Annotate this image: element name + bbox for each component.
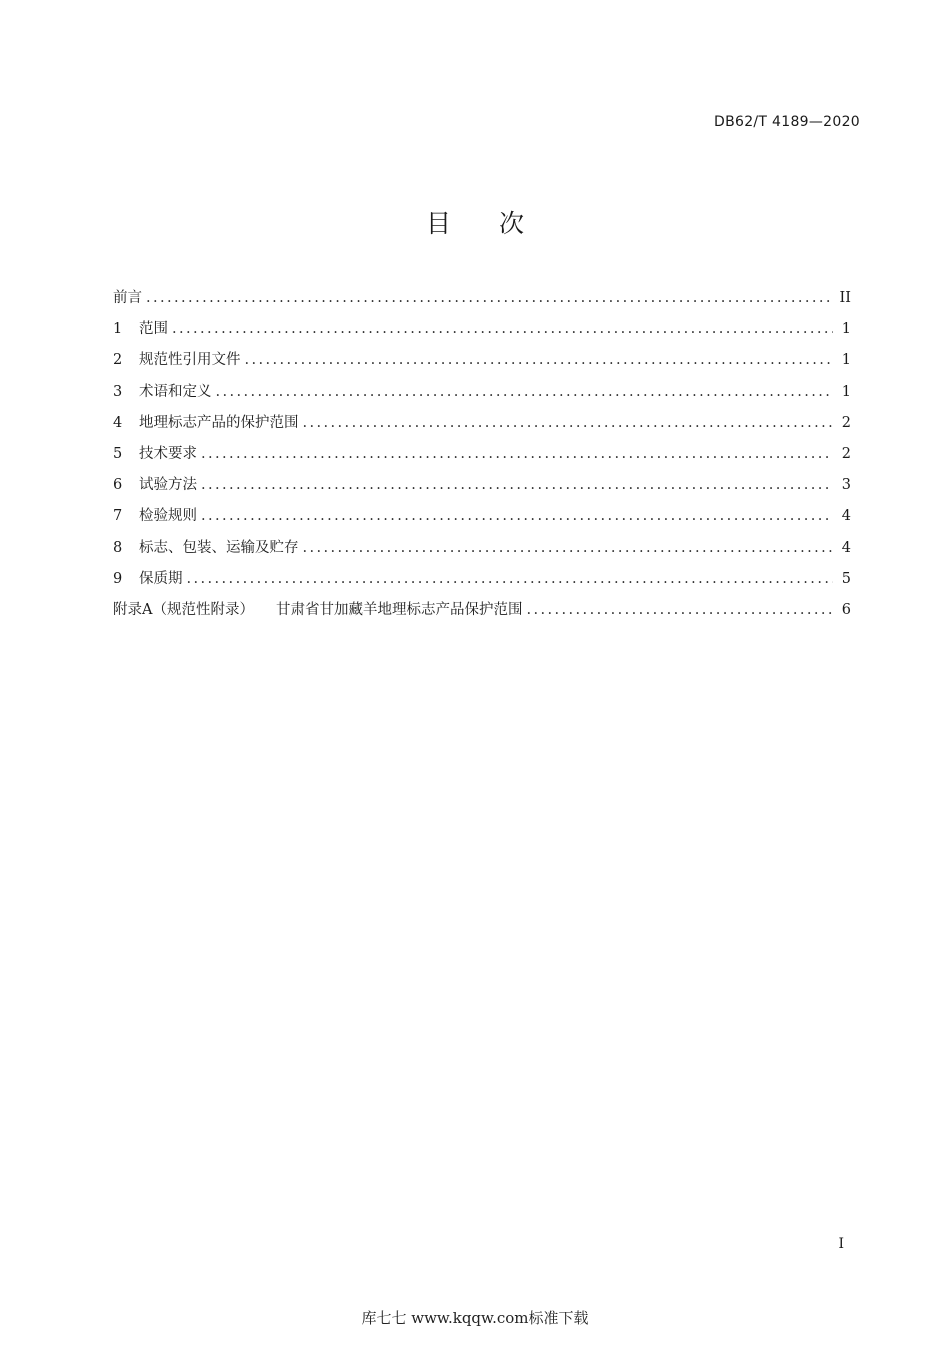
toc-entry-number: 2 [113, 352, 123, 369]
toc-leader-dots [187, 571, 834, 587]
toc-entry-number: 7 [113, 508, 123, 525]
toc-entry-page: 2 [841, 445, 851, 462]
toc-entry-number: 1 [113, 321, 123, 338]
toc-entry-4[interactable] [113, 411, 851, 442]
toc-leader-dots [303, 540, 834, 556]
toc-entry-page: II [839, 290, 851, 306]
toc-entry-foreword[interactable] [113, 286, 851, 317]
toc-entry-page: 1 [841, 352, 851, 369]
toc-entry-5[interactable] [113, 442, 851, 473]
toc-entry-1[interactable] [113, 317, 851, 348]
page-number: I [838, 1236, 844, 1252]
toc-entry-page: 4 [841, 508, 851, 525]
toc-entry-label: 前言 [113, 290, 142, 306]
toc-entry-6[interactable] [113, 473, 851, 504]
toc-entry-number: 3 [113, 383, 123, 400]
toc-leader-dots [146, 290, 833, 306]
toc-leader-dots [172, 321, 833, 337]
toc-entry-page: 2 [841, 414, 851, 431]
toc-entry-page: 1 [841, 383, 851, 400]
toc-entry-8[interactable] [113, 536, 851, 567]
toc-entry-7[interactable] [113, 504, 851, 535]
toc-entry-3[interactable] [113, 380, 851, 411]
toc-entry-label: 规范性引用文件 [139, 352, 241, 369]
toc-entry-2[interactable] [113, 348, 851, 379]
toc-entry-label: 标志、包装、运输及贮存 [139, 539, 299, 556]
toc-entry-number: 9 [113, 570, 123, 587]
toc-entry-label: 技术要求 [139, 445, 197, 462]
toc-entry-9[interactable] [113, 567, 851, 598]
page-title: 目次 [425, 209, 572, 238]
toc-leader-dots [201, 446, 833, 462]
toc-leader-dots [526, 602, 833, 618]
toc-entry-page: 3 [841, 477, 851, 494]
toc-entry-number: 5 [113, 445, 123, 462]
watermark-text: 库七七 www.kqqw.com标准下载 [361, 1309, 589, 1327]
table-of-contents [113, 286, 851, 629]
toc-entry-page: 1 [841, 321, 851, 338]
toc-entry-subtitle: 甘肃省甘加藏羊地理标志产品保护范围 [275, 601, 523, 618]
toc-leader-dots [201, 477, 833, 493]
toc-entry-number: 6 [113, 477, 123, 494]
toc-entry-number: 8 [113, 539, 123, 556]
toc-entry-label: 附录A（规范性附录） [113, 601, 254, 618]
toc-leader-dots [216, 384, 834, 400]
toc-entry-label: 检验规则 [139, 508, 197, 525]
toc-entry-label: 范围 [139, 321, 168, 338]
toc-entry-page: 5 [841, 570, 851, 587]
toc-entry-appendix-a[interactable] [113, 598, 851, 629]
toc-leader-dots [303, 415, 834, 431]
toc-entry-label: 术语和定义 [139, 383, 212, 400]
document-code: DB62/T 4189—2020 [714, 114, 860, 130]
toc-entry-label: 地理标志产品的保护范围 [139, 414, 299, 431]
toc-entry-page: 4 [841, 539, 851, 556]
toc-leader-dots [245, 352, 834, 368]
toc-leader-dots [201, 508, 833, 524]
toc-entry-label: 试验方法 [139, 477, 197, 494]
toc-entry-page: 6 [841, 601, 851, 618]
toc-entry-number: 4 [113, 414, 123, 431]
toc-entry-label: 保质期 [139, 570, 183, 587]
